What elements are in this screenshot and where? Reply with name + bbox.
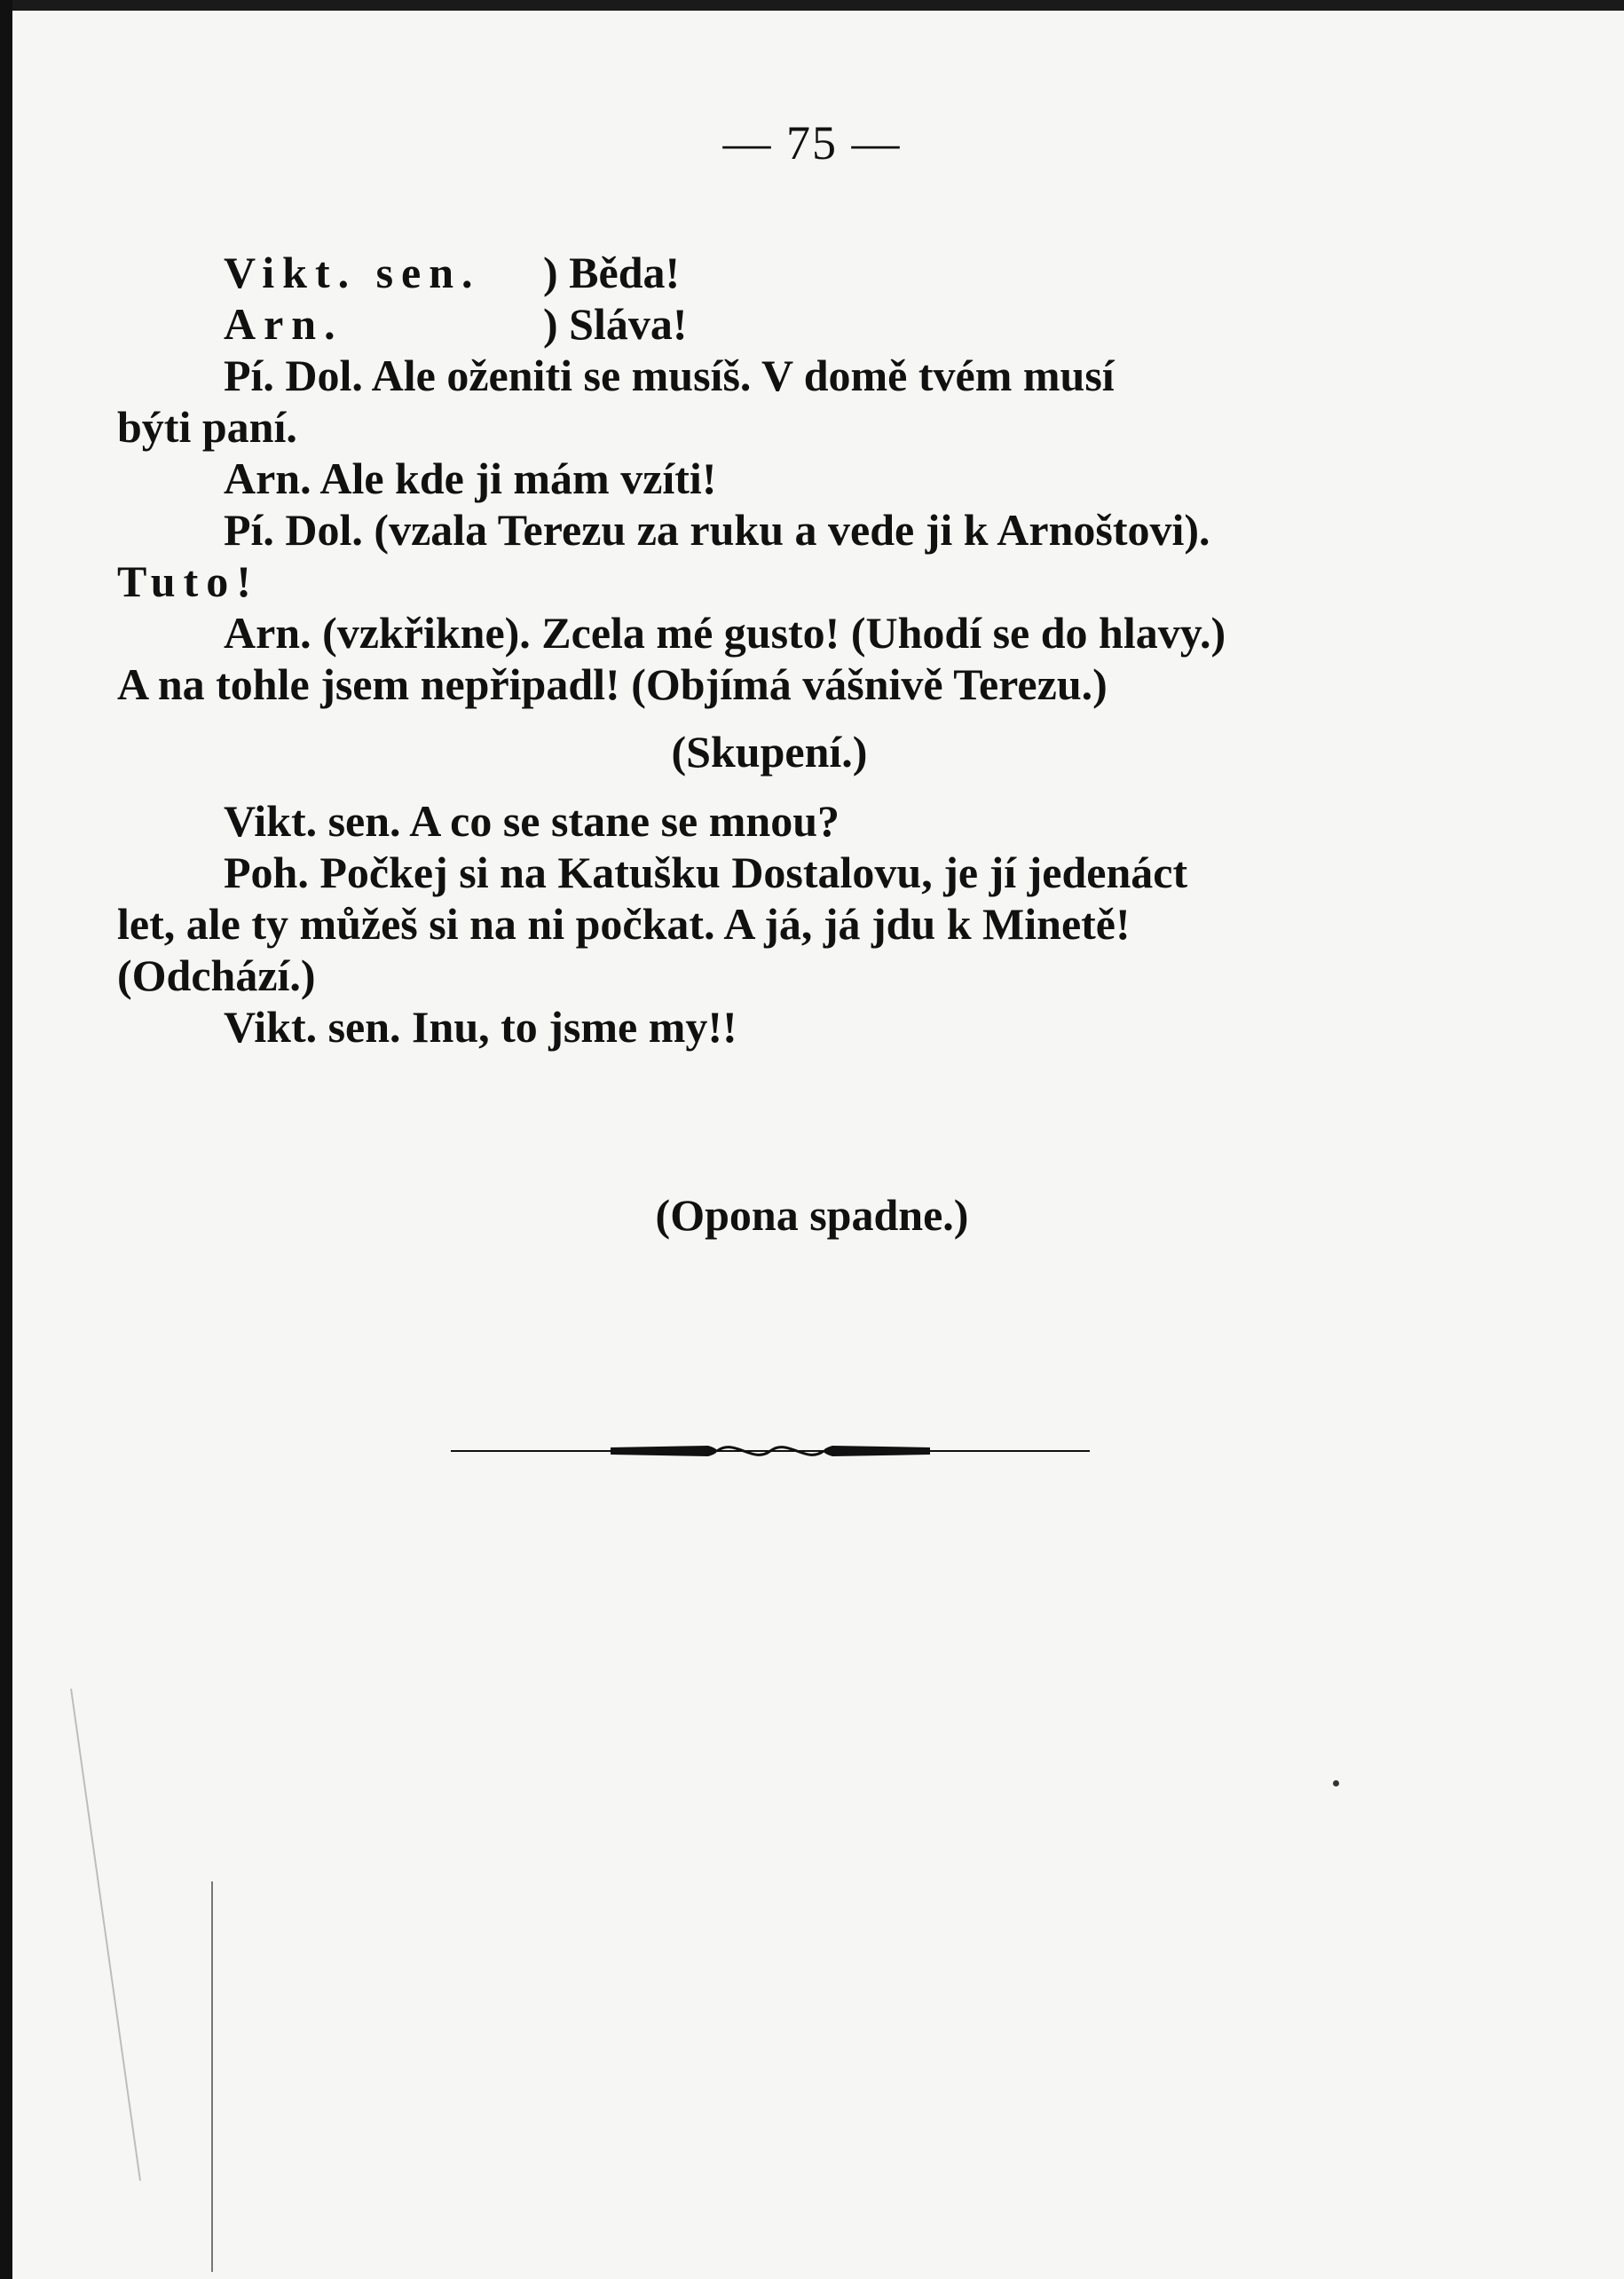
dialogue-line-12: Poh. Počkej si na Katušku Dostalovu, je jí jedenáct [224,848,1188,897]
line-text: ) Běda! [543,248,681,297]
dialogue-line-3: Pí. Dol. Ale oženiti se musíš. V domě tvém musí [224,351,1115,400]
dialogue-text [117,247,1422,1053]
speaker-label: Vikt. sen. [224,248,481,297]
line-text: ) Sláva! [543,299,688,349]
stage-direction: (Skupení.) [671,727,868,777]
scan-left-edge [0,0,12,2279]
speaker-label: Arn. [224,299,343,349]
dialogue-line-5: Arn. Ale kde ji mám vzíti! [224,453,717,503]
dialogue-line-11: Vikt. sen. A co se stane se mnou? [224,796,840,846]
scan-scratch [211,1881,213,2272]
scan-scratch [70,1689,141,2181]
dialogue-line-9: A na tohle jsem nepřipadl! (Objímá vášnivě Terezu.) [117,659,1108,709]
page-number: — 75 — [722,116,902,170]
dialogue-line-6: Pí. Dol. (vzala Terezu za ruku a vede ji k Arnoštovi). [224,505,1210,555]
curtain-direction: (Opona spadne.) [655,1190,969,1240]
dialogue-line-8: Arn. (vzkřikne). Zcela mé gusto! (Uhodí se do hlavy.) [224,608,1226,658]
ornament-divider-icon [451,1438,1090,1464]
speck-mark [1333,1780,1339,1786]
dialogue-line-13: let, ale ty můžeš si na ni počkat. A já, já jdu k Minetě! [117,899,1131,949]
dialogue-line-1 [117,247,1422,298]
dialogue-line-15: Vikt. sen. Inu, to jsme my!! [224,1002,737,1052]
dialogue-line-14: (Odchází.) [117,950,316,1000]
scan-top-edge [0,0,1624,11]
dialogue-line-2 [117,298,1422,350]
dialogue-line-7: Tuto! [117,556,259,606]
dialogue-line-4: býti paní. [117,402,297,452]
